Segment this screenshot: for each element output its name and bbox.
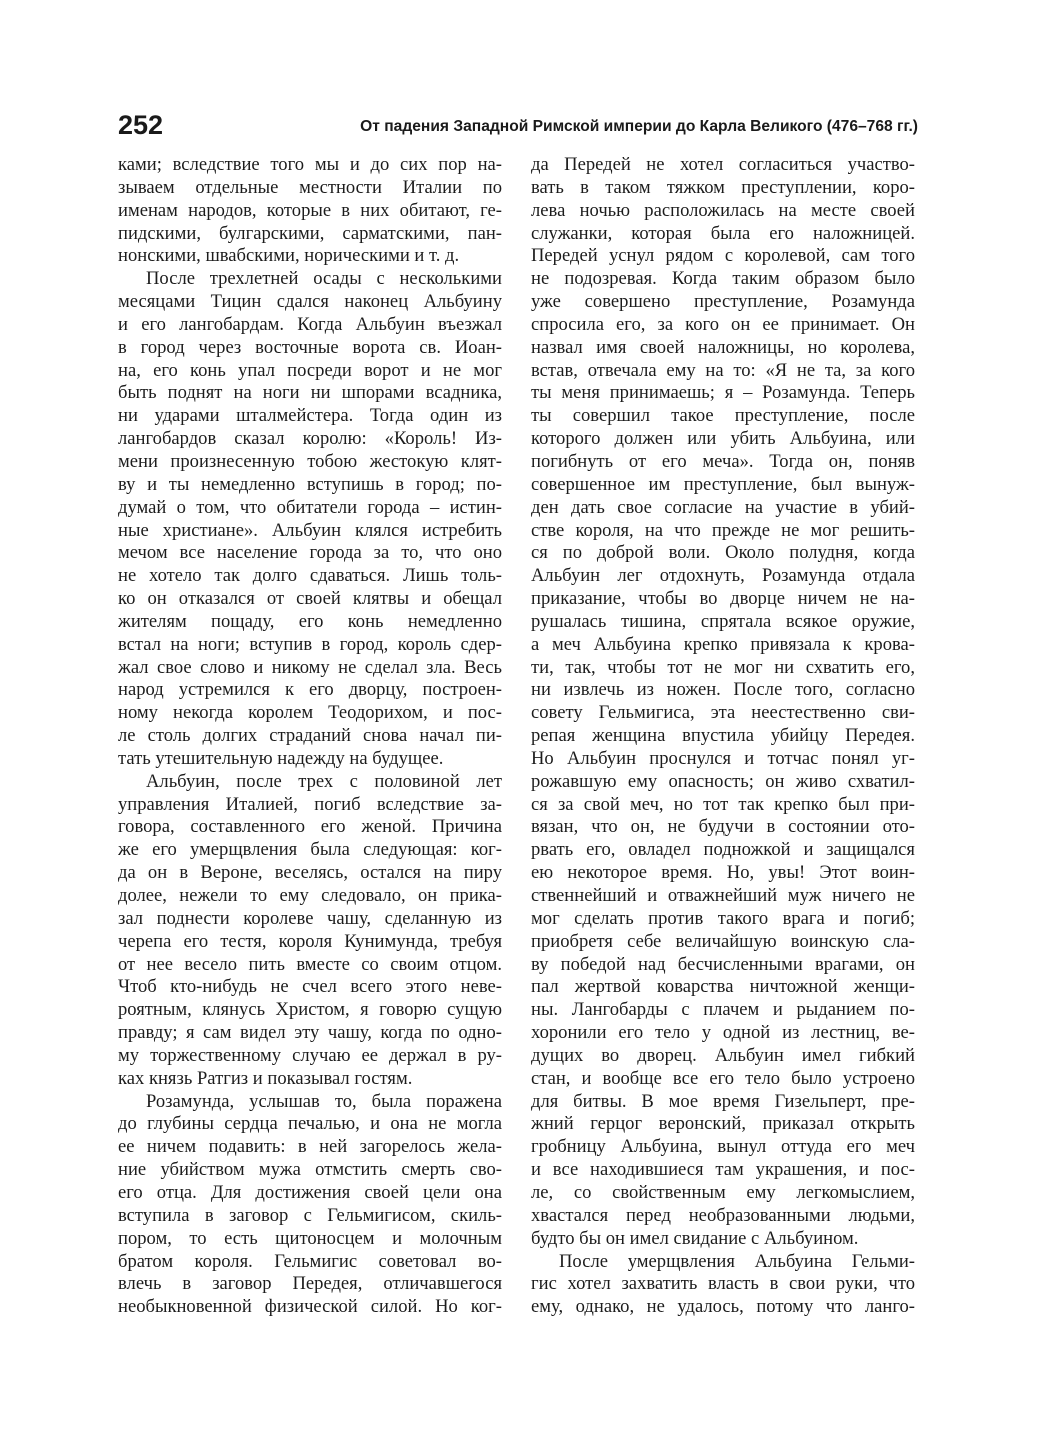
page-header: [118, 108, 918, 148]
text-line: ву победой над бесчисленными врагами, он: [531, 953, 915, 975]
text-line: ни ударами шталмейстера. Тогда один из: [118, 405, 502, 427]
page-number: 252: [118, 110, 164, 140]
text-line: вступила в заговор с Гельмигисом, скиль-: [118, 1204, 502, 1226]
text-line: пором, то есть щитоносцем и молочным: [118, 1227, 502, 1249]
text-line: и все находившиеся там украшения, и пос-: [531, 1159, 915, 1181]
text-line: думай о том, что обитатели города – истин-: [118, 496, 502, 518]
text-line: дущих во дворец. Альбуин имел гибкий: [531, 1044, 915, 1066]
text-line: приказание, чтобы во дворце ничем не на-: [531, 588, 915, 610]
text-line: ные христиане». Альбуин клялся истребить: [118, 519, 502, 541]
text-line: его отца. Для достижения своей цели она: [118, 1181, 502, 1203]
text-line: Альбуин лег отдохнуть, Розамунда отдала: [531, 565, 915, 587]
text-line: в город через восточные ворота св. Иоан-: [118, 336, 502, 358]
text-line: долее, нежели то ему следовало, он прика-: [118, 885, 502, 906]
text-line: ны. Лангобарды с плачем и рыданием по-: [531, 999, 915, 1021]
text-line: гис хотел захватить власть в свои руки, что: [531, 1273, 915, 1295]
text-line: вязан, что он, не будучи в состоянии ото-: [531, 816, 915, 838]
text-line: Чтоб кто-нибудь не счел всего этого неве-: [118, 976, 502, 998]
text-line: ле, со свойственным ему легкомыслием,: [531, 1181, 915, 1203]
text-line: быть поднят на ноги ни шпорами всадника,: [118, 382, 502, 404]
text-line: жний герцог веронский, приказал открыть: [531, 1113, 915, 1135]
text-line: гробницу Альбуина, вынул оттуда его меч: [531, 1136, 915, 1158]
text-line: от нее весело пить вместе со своим отцом.: [118, 953, 502, 975]
text-line: Но Альбуин проснулся и тотчас понял уг-: [531, 747, 915, 769]
text-line: му торжественному случаю ее держал в ру-: [118, 1044, 502, 1066]
text-line: совету Гельмигиса, эта неестественно сви-: [531, 702, 915, 724]
text-line: ному некогда королем Теодорихом, и пос-: [118, 702, 502, 724]
text-line: жителям пощаду, его конь немедленно: [118, 610, 502, 632]
text-line: и его лангобардам. Когда Альбуин въезжал: [118, 313, 502, 335]
text-line: мени произнесенную тобою жестокую клят-: [118, 450, 502, 472]
right-text-column: [531, 154, 915, 1319]
text-line: черепа его тестя, короля Кунимунда, требуя: [118, 930, 502, 952]
text-line: ками; вследствие того мы и до сих пор на-: [118, 154, 502, 175]
text-line: до глубины сердца печалью, и она не могла: [118, 1113, 502, 1135]
text-line: пидскими, булгарскими, сарматскими, пан-: [118, 222, 502, 244]
text-line: вать в таком тяжком преступлении, коро-: [531, 176, 915, 198]
text-line: правду; я сам видел эту чашу, когда по одно-: [118, 1022, 502, 1044]
text-line: на, его конь упал посреди ворот и не мог: [118, 359, 502, 381]
text-line: После умерщвления Альбуина Гельми-: [559, 1250, 915, 1272]
text-line: да Передей не хотел согласиться участво-: [531, 154, 915, 175]
text-line: стан, и вообще все его тело было устроено: [531, 1067, 915, 1089]
text-line: рушалась тишина, спрятала всякое оружие,: [531, 610, 915, 632]
text-line: будто бы он имел свидание с Альбуином.: [531, 1227, 859, 1249]
text-line: ко он отказался от своей клятвы и обещал: [118, 588, 502, 610]
text-line: которого должен или убить Альбуина, или: [531, 428, 915, 450]
text-line: ее ничем подавить: в ней загорелось жела-: [118, 1136, 502, 1158]
text-line: да он в Вероне, веселясь, остался на пиру: [118, 862, 502, 884]
text-line: встав, отвечала ему на то: «Я не та, за кого: [531, 359, 915, 381]
text-line: роятным, клянусь Христом, я говорю сущую: [118, 999, 502, 1021]
text-line: После трехлетней осады с несколькими: [146, 268, 502, 290]
text-line: ею некоторое время. Но, увы! Этот воин-: [531, 862, 915, 884]
text-line: назвал имя своей наложницы, но королева,: [531, 336, 915, 358]
text-line: народ устремился к его дворцу, построен-: [118, 679, 502, 701]
text-line: ти, так, чтобы тот не мог ни схватить его,: [531, 656, 915, 678]
text-line: жал свое слово и никому не сделал зла. Весь: [118, 656, 502, 678]
text-line: рожавшую ему опасность; он живо схватил-: [531, 770, 915, 792]
text-line: именам народов, которые в них обитают, ге-: [118, 199, 502, 221]
text-line: ственнейший и отважнейший муж ничего не: [531, 885, 915, 906]
text-line: приобретя себе величайшую воинскую сла-: [531, 930, 915, 952]
text-line: Альбуин, после трех с половиной лет: [146, 770, 502, 792]
text-line: уже совершено преступление, Розамунда: [531, 291, 915, 313]
text-line: ние убийством мужа отмстить смерть сво-: [118, 1159, 502, 1181]
text-line: управления Италией, погиб вследствие за-: [118, 793, 502, 815]
running-title: От падения Западной Римской империи до Карла Великого (476–768 гг.): [360, 118, 918, 135]
text-line: же его умерщвления была следующая: ког-: [118, 839, 502, 861]
text-line: ся по доброй воли. Около полудня, когда: [531, 542, 915, 564]
text-line: нонскими, швабскими, норическими и т. д.: [118, 245, 460, 267]
text-line: репая женщина впустила убийцу Передея.: [531, 725, 915, 747]
text-line: совершенное им преступление, был вынуж-: [531, 473, 915, 495]
text-line: спросила его, за кого он ее принимает. Он: [531, 313, 915, 335]
text-line: ден дать свое согласие на участие в убий-: [531, 496, 915, 518]
text-line: рвать его, овладел подножкой и защищался: [531, 839, 915, 861]
text-line: зал поднести королеве чашу, сделанную из: [118, 907, 502, 929]
text-line: ты меня принимаешь; я – Розамунда. Теперь: [531, 382, 915, 404]
text-line: Розамунда, услышав то, была поражена: [146, 1090, 502, 1112]
text-line: для битвы. В мое время Гизельперт, пре-: [531, 1090, 915, 1112]
text-line: влечь в заговор Передея, отличавшегося: [118, 1273, 502, 1295]
text-line: хоронили его тело у одной из лестниц, ве-: [531, 1022, 915, 1044]
text-line: лангобардов сказал королю: «Король! Из-: [118, 428, 502, 450]
text-line: ни извлечь из ножен. После того, согласно: [531, 679, 915, 701]
text-line: ся за свой меч, но тот так крепко был при-: [531, 793, 915, 815]
text-line: не подозревая. Когда таким образом было: [531, 268, 915, 290]
text-line: зываем отдельные местности Италии по: [118, 176, 502, 198]
text-line: ле столь долгих страданий снова начал пи-: [118, 725, 502, 747]
text-line: ках князь Ратгиз и показывал гостям.: [118, 1067, 413, 1089]
text-line: мог сделать против такого врага и погиб;: [531, 907, 915, 929]
text-line: братом короля. Гельмигис советовал во-: [118, 1250, 502, 1272]
text-line: мечом все население города за то, что оно: [118, 542, 502, 564]
text-line: а меч Альбуина крепко привязала к крова-: [531, 633, 915, 655]
text-line: хвастался перед необразованными людьми,: [531, 1204, 915, 1226]
text-line: лева ночью расположилась на месте своей: [531, 199, 915, 221]
text-line: месяцами Тицин сдался наконец Альбуину: [118, 291, 502, 313]
text-line: ву и ты немедленно вступишь в город; по-: [118, 473, 502, 495]
text-line: не хотело так долго сдаваться. Лишь толь-: [118, 565, 502, 587]
text-line: тать утешительную надежду на будущее.: [118, 747, 444, 769]
text-line: пал жертвой коварства ничтожной женщи-: [531, 976, 915, 998]
text-line: необыкновенной физической силой. Но ког-: [118, 1296, 502, 1318]
text-line: служанки, которая была его наложницей.: [531, 222, 915, 244]
text-line: ему, однако, не удалось, потому что ланго-: [531, 1296, 915, 1318]
text-line: встал на ноги; вступив в город, король сдер-: [118, 633, 502, 655]
left-text-column: [118, 154, 502, 1319]
text-line: говора, составленного его женой. Причина: [118, 816, 502, 838]
text-line: Передей уснул рядом с королевой, сам того: [531, 245, 915, 267]
text-line: ты совершил такое преступление, после: [531, 405, 915, 427]
text-line: погибнуть от его меча». Тогда он, поняв: [531, 450, 915, 472]
text-line: стве короля, на что прежде не мог решить-: [531, 519, 915, 541]
